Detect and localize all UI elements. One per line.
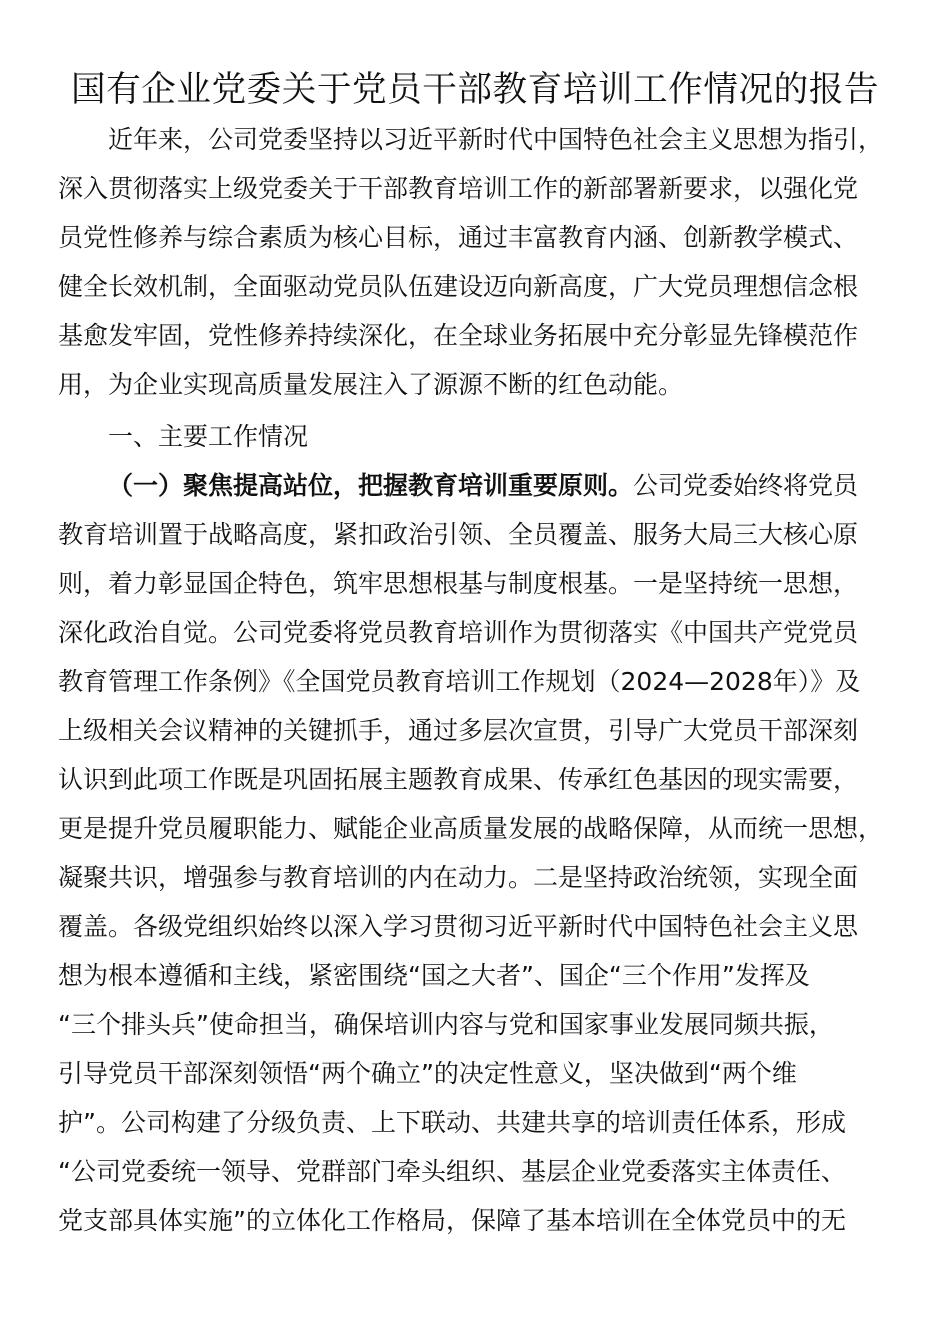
line-text: 护”。公司构建了分级负责、上下联动、共建共享的培训责任体系，形成 <box>58 1108 846 1137</box>
body-line <box>58 956 810 996</box>
line-text: 引导党员干部深刻领悟“两个确立”的决定性意义，坚决做到“两个维 <box>58 1059 797 1088</box>
line-text: 一、主要工作情况 <box>108 422 309 451</box>
body-line <box>58 267 858 307</box>
line-bold: （一）聚焦提高站位，把握教育培训重要原则。 <box>108 471 634 500</box>
line-text: 更是提升党员履职能力、赋能企业高质量发展的战略保障，从而统一思想， <box>58 814 884 843</box>
body-line <box>58 858 858 898</box>
line-text: 员党性修养与综合素质为核心目标，通过丰富教育内涵、创新教学模式、 <box>58 223 859 252</box>
line-text: 公司党委始终将党员 <box>633 471 859 500</box>
line-text: 则，着力彰显国企特色，筑牢思想根基与制度根基。一是坚持统一思想， <box>58 569 859 598</box>
line-text: 上级相关会议精神的关键抓手，通过多层次宣贯，引导广大党员干部深刻 <box>58 716 859 745</box>
body-line <box>58 1054 797 1094</box>
body-line <box>58 809 883 849</box>
line-text: 教育管理工作条例》《全国党员教育培训工作规划（2024—2028年）》及 <box>58 667 861 696</box>
body-line <box>58 169 858 209</box>
line-text: 想为根本遵循和主线，紧密围绕“国之大者”、国企“三个作用”发挥及 <box>58 961 810 990</box>
body-line <box>58 613 858 653</box>
body-line <box>58 711 858 751</box>
line-text: 认识到此项工作既是巩固拓展主题教育成果、传承红色基因的现实需要， <box>58 765 859 794</box>
body-line <box>58 760 858 800</box>
line-text: 教育培训置于战略高度，紧扣政治引领、全员覆盖、服务大局三大核心原 <box>58 520 859 549</box>
body-line <box>58 907 858 947</box>
body-line <box>58 218 858 258</box>
body-line <box>58 316 858 356</box>
body-line <box>58 1152 846 1192</box>
document-title: 国有企业党委关于党员干部教育培训工作情况的报告 <box>71 70 879 110</box>
body-line <box>108 120 883 160</box>
subsection-line <box>108 466 858 506</box>
body-line <box>58 365 683 405</box>
line-text: 健全长效机制，全面驱动党员队伍建设迈向新高度，广大党员理想信念根 <box>58 272 859 301</box>
line-text: “三个排头兵”使命担当，确保培训内容与党和国家事业发展同频共振， <box>58 1010 834 1039</box>
body-line <box>58 662 860 702</box>
line-text: 用，为企业实现高质量发展注入了源源不断的红色动能。 <box>58 370 684 399</box>
line-text: 覆盖。各级党组织始终以深入学习贯彻习近平新时代中国特色社会主义思 <box>58 912 859 941</box>
body-line <box>58 1201 846 1241</box>
body-line <box>58 564 858 604</box>
line-text: 基愈发牢固，党性修养持续深化，在全球业务拓展中充分彰显先锋模范作 <box>58 321 859 350</box>
line-text: “公司党委统一领导、党群部门牵头组织、基层企业党委落实主体责任、 <box>58 1157 846 1186</box>
line-text: 党支部具体实施”的立体化工作格局，保障了基本培训在全体党员中的无 <box>58 1206 846 1235</box>
line-text: 深入贯彻落实上级党委关于干部教育培训工作的新部署新要求，以强化党 <box>58 174 859 203</box>
body-line <box>58 1005 834 1045</box>
section-heading <box>108 417 308 457</box>
line-text: 凝聚共识，增强参与教育培训的内在动力。二是坚持政治统领，实现全面 <box>58 863 859 892</box>
body-line <box>58 515 858 555</box>
body-line <box>58 1103 846 1143</box>
line-text: 深化政治自觉。公司党委将党员教育培训作为贯彻落实《中国共产党党员 <box>58 618 859 647</box>
line-text: 近年来，公司党委坚持以习近平新时代中国特色社会主义思想为指引， <box>108 125 884 154</box>
